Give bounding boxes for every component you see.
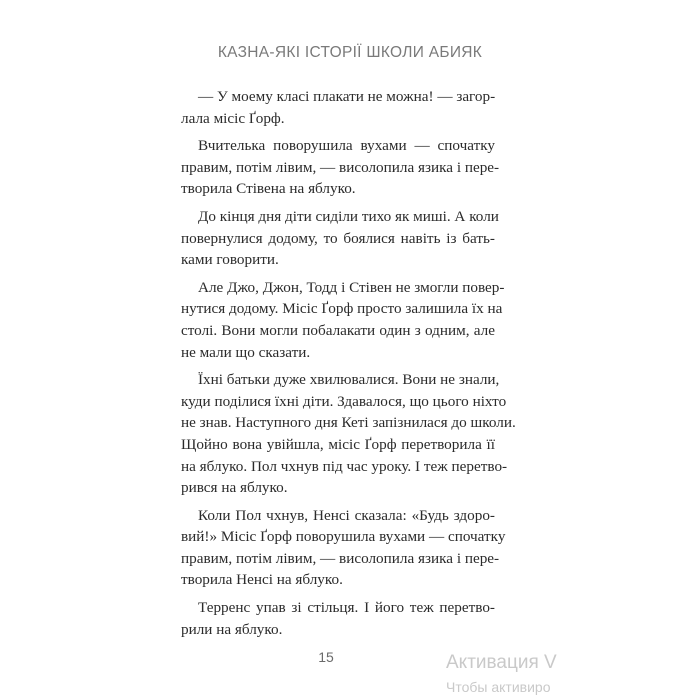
text-line: на яблуко. Пол чхнув під час уроку. І теж перетво- bbox=[181, 457, 508, 475]
text-line: рили на яблуко. bbox=[181, 620, 283, 638]
text-line: лала місіс Ґорф. bbox=[181, 109, 285, 127]
text-line: не мали що сказати. bbox=[181, 343, 311, 361]
text-line: Терренс упав зі стільця. І його теж перетво- bbox=[198, 599, 495, 617]
text-line: рився на яблуко. bbox=[181, 479, 288, 497]
page-number: 15 bbox=[318, 649, 334, 665]
body-text bbox=[181, 86, 516, 640]
text-line: Щойно вона увійшла, місіс Ґорф перетворила її bbox=[181, 435, 495, 453]
text-line: правим, потім лівим, — висолопила язика і пере- bbox=[181, 549, 500, 567]
text-line: — У моему класі плакати не можна! — загор- bbox=[198, 88, 496, 105]
running-head: КАЗНА-ЯКІ ІСТОРІЇ ШКОЛИ АБИЯК bbox=[217, 44, 483, 61]
text-line: Їхні батьки дуже хвилювалися. Вони не знали, bbox=[198, 371, 500, 389]
text-line: творила Ненсі на яблуко. bbox=[181, 571, 343, 589]
text-line: Коли Пол чхнув, Ненсі сказала: «Будь здоро- bbox=[198, 506, 495, 524]
text-line: творила Стівена на яблуко. bbox=[181, 180, 356, 198]
text-line: нутися додому. Місіс Ґорф просто залишила їх на bbox=[181, 300, 503, 318]
text-line: куди поділися їхні діти. Здавалося, що цього ніхто bbox=[181, 392, 507, 410]
text-line: повернулися додому, то боялися навіть із бать- bbox=[181, 229, 495, 247]
text-line: вий!» Місіс Ґорф поворушила вухами — спочатку bbox=[181, 528, 506, 546]
watermark-title: Активация V bbox=[446, 652, 557, 673]
text-line: ками говорити. bbox=[181, 251, 279, 269]
text-line: Але Джо, Джон, Тодд і Стівен не змогли повер- bbox=[198, 278, 505, 296]
text-line: Вчителька поворушила вухами — спочатку bbox=[198, 137, 495, 155]
text-line: не знав. Наступного дня Кеті запізнилася до школи. bbox=[181, 414, 516, 432]
text-line: столі. Вони могли побалакати один з одним, але bbox=[181, 321, 495, 339]
text-line: До кінця дня діти сиділи тихо як миші. А коли bbox=[198, 207, 499, 225]
windows-activation-watermark bbox=[446, 652, 557, 698]
watermark-subtitle: Чтобы активиро bbox=[446, 679, 551, 695]
text-line: правим, потім лівим, — висолопила язика і пере- bbox=[181, 158, 500, 176]
